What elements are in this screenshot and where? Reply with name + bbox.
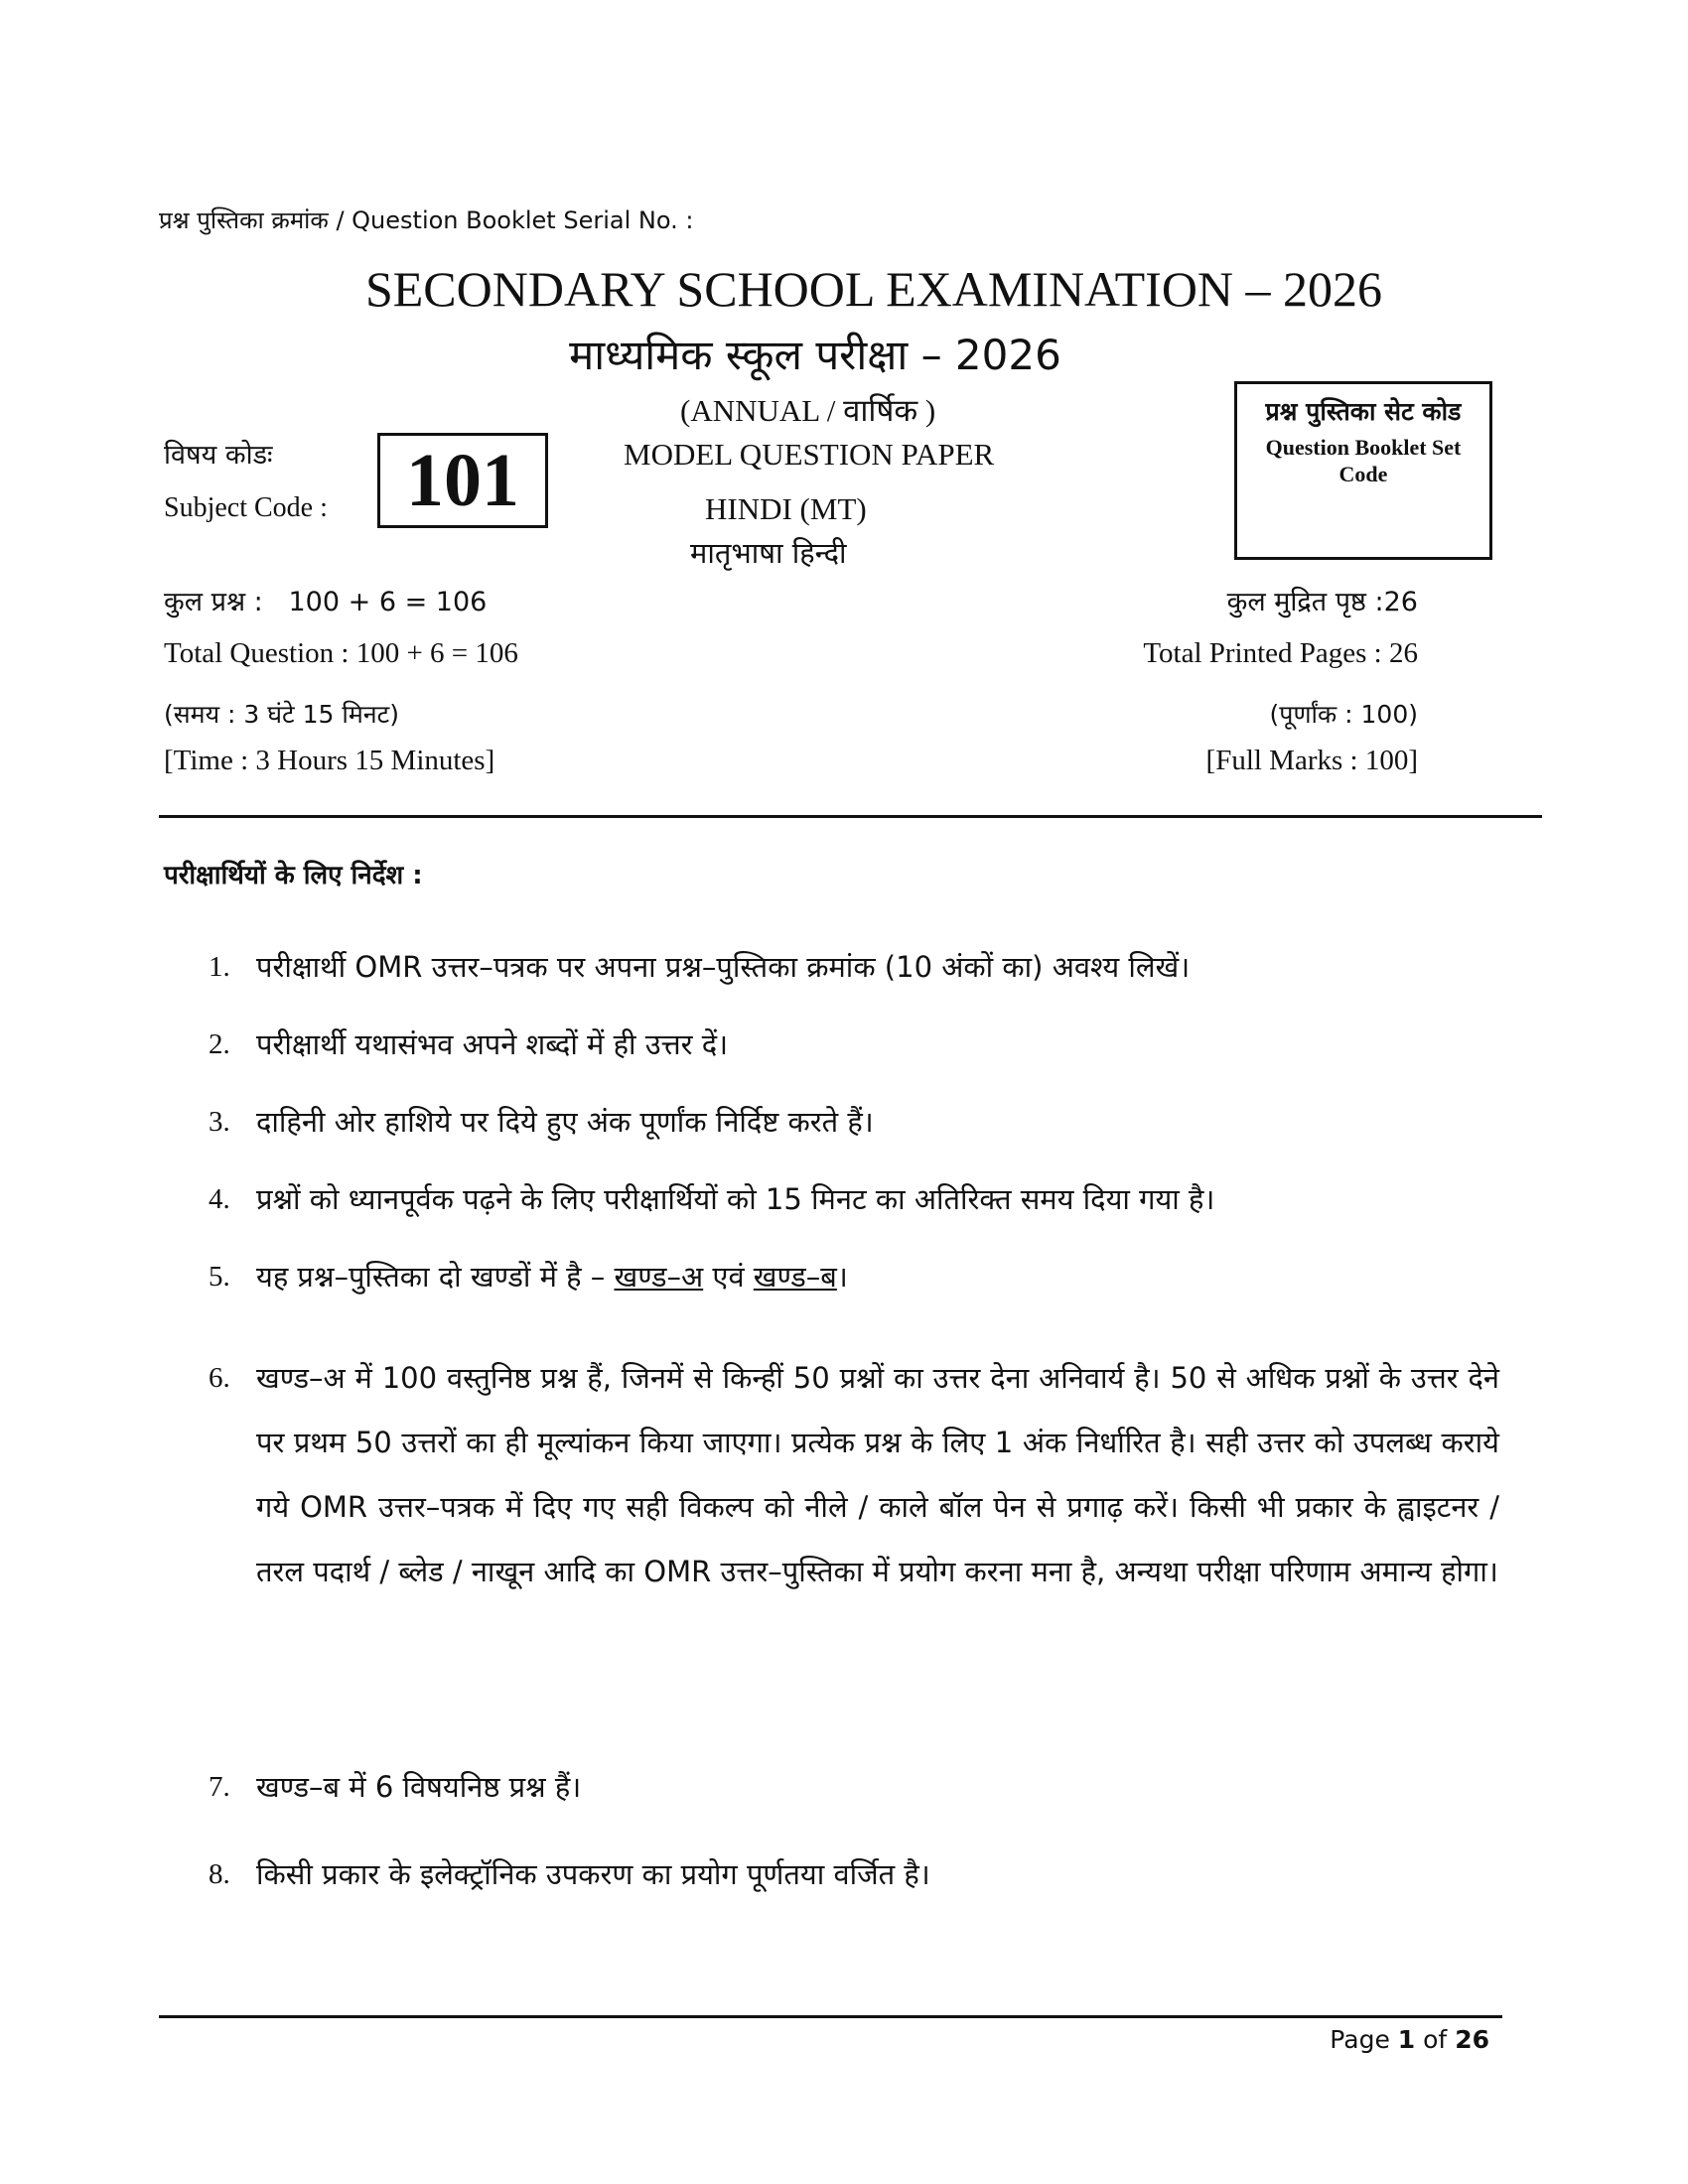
instruction-number: 8.	[209, 1858, 230, 1890]
set-code-label-hindi: प्रश्न पुस्तिका सेट कोड	[1265, 397, 1462, 426]
model-paper-label: MODEL QUESTION PAPER	[624, 437, 995, 472]
page-total: 26	[1455, 2025, 1489, 2054]
booklet-serial-label: प्रश्न पुस्तिका क्रमांक / Question Booklet Serial No. :	[159, 206, 694, 234]
instruction-text: प्रश्नों को ध्यानपूर्वक पढ़ने के लिए परीक्षार्थियों को 15 मिनट का अतिरिक्त समय दिया गया है।	[256, 1182, 1215, 1216]
instructions-heading: परीक्षार्थियों के लिए निर्देश :	[164, 861, 423, 890]
instruction-text	[256, 1245, 1499, 1309]
subject-name-english: HINDI (MT)	[705, 491, 867, 526]
instruction-number: 4.	[209, 1183, 230, 1215]
instruction-item	[209, 1013, 1499, 1077]
instruction-item	[209, 1346, 1499, 1604]
instruction-number: 3.	[209, 1106, 230, 1138]
page-number	[1330, 2025, 1489, 2054]
subject-code-label-hindi: विषय कोडः	[164, 440, 273, 471]
instruction-number: 7.	[209, 1771, 230, 1803]
full-marks-hindi: (पूर्णांक : 100)	[1269, 700, 1418, 729]
total-pages-hindi: कुल मुद्रित पृष्ठ :26	[1226, 587, 1418, 617]
instruction-text: परीक्षार्थी यथासंभव अपने शब्दों में ही उत्तर दें।	[256, 1027, 729, 1061]
total-pages-english: Total Printed Pages : 26	[1143, 637, 1418, 669]
instruction-number: 6.	[209, 1362, 230, 1394]
exam-title-english: SECONDARY SCHOOL EXAMINATION – 2026	[364, 261, 1383, 317]
set-code-box	[1234, 381, 1492, 560]
full-marks-english: [Full Marks : 100]	[1205, 745, 1418, 776]
instruction-text-part: एवं	[703, 1260, 754, 1294]
subject-code-box	[377, 433, 548, 528]
instruction-number: 2.	[209, 1028, 230, 1060]
subject-code-label-english: Subject Code :	[164, 492, 328, 523]
footer-divider	[159, 2015, 1502, 2018]
instruction-number: 5.	[209, 1261, 230, 1293]
instruction-item	[209, 935, 1499, 1000]
page-word: Page	[1330, 2025, 1390, 2054]
instruction-item	[209, 1167, 1499, 1232]
total-questions-hindi: कुल प्रश्न : 100 + 6 = 106	[164, 587, 488, 617]
instruction-text: खण्ड–ब में 6 विषयनिष्ठ प्रश्न हैं।	[256, 1770, 582, 1804]
instruction-text-part: यह प्रश्न–पुस्तिका दो खण्डों में है –	[256, 1260, 615, 1294]
total-questions-english: Total Question : 100 + 6 = 106	[164, 637, 518, 669]
section-a-label: खण्ड–अ	[614, 1260, 704, 1294]
instruction-text-part: ।	[836, 1260, 848, 1294]
page-of: of	[1423, 2025, 1448, 2054]
instruction-item	[209, 1755, 1499, 1820]
section-b-label: खण्ड–ब	[753, 1260, 837, 1294]
instruction-text: खण्ड–अ में 100 वस्तुनिष्ठ प्रश्न हैं, जिनमें से किन्हीं 50 प्रश्नों का उत्तर देना अनिवार्य है। 50 से अधिक प्रश्नों के उत्तर देने पर प्रथम 50 उत्तरों का ही मूल्यांकन किया जाएगा। प्रत्येक प्रश्न के लिए 1 अंक निर्धारित है। सही उत्तर को उपलब्ध कराये गये OMR उत्तर–पत्रक में दिए गए सही विकल्प को नीले / काले बॉल पेन से प्रगाढ़ करें। किसी भी प्रकार के ह्वाइटनर / तरल पदार्थ / ब्लेड / नाखून आदि का OMR उत्तर–पुस्तिका में प्रयोग करना मना है, अन्यथा परीक्षा परिणाम अमान्य होगा।	[256, 1361, 1499, 1588]
header-divider	[159, 815, 1542, 818]
subject-code-value: 101	[406, 438, 519, 522]
instruction-item	[209, 1843, 1499, 1907]
time-english: [Time : 3 Hours 15 Minutes]	[164, 745, 495, 776]
exam-type-annual: (ANNUAL / वार्षिक )	[680, 393, 936, 428]
instruction-item	[209, 1090, 1499, 1155]
instruction-text: परीक्षार्थी OMR उत्तर–पत्रक पर अपना प्रश्न–पुस्तिका क्रमांक (10 अंकों का) अवश्य लिखें।	[256, 950, 1191, 984]
exam-title-hindi: माध्यमिक स्कूल परीक्षा – 2026	[569, 331, 1061, 379]
instruction-number: 1.	[209, 951, 230, 983]
instruction-item	[209, 1245, 1499, 1309]
set-code-label-english: Question Booklet Set Code	[1265, 435, 1462, 486]
instruction-text: दाहिनी ओर हाशिये पर दिये हुए अंक पूर्णांक निर्दिष्ट करते हैं।	[256, 1105, 874, 1139]
page-current: 1	[1397, 2025, 1416, 2054]
time-hindi: (समय : 3 घंटे 15 मिनट)	[164, 700, 400, 729]
instruction-text: किसी प्रकार के इलेक्ट्रॉनिक उपकरण का प्रयोग पूर्णतया वर्जित है।	[256, 1857, 930, 1891]
subject-name-hindi: मातृभाषा हिन्दी	[690, 536, 847, 570]
